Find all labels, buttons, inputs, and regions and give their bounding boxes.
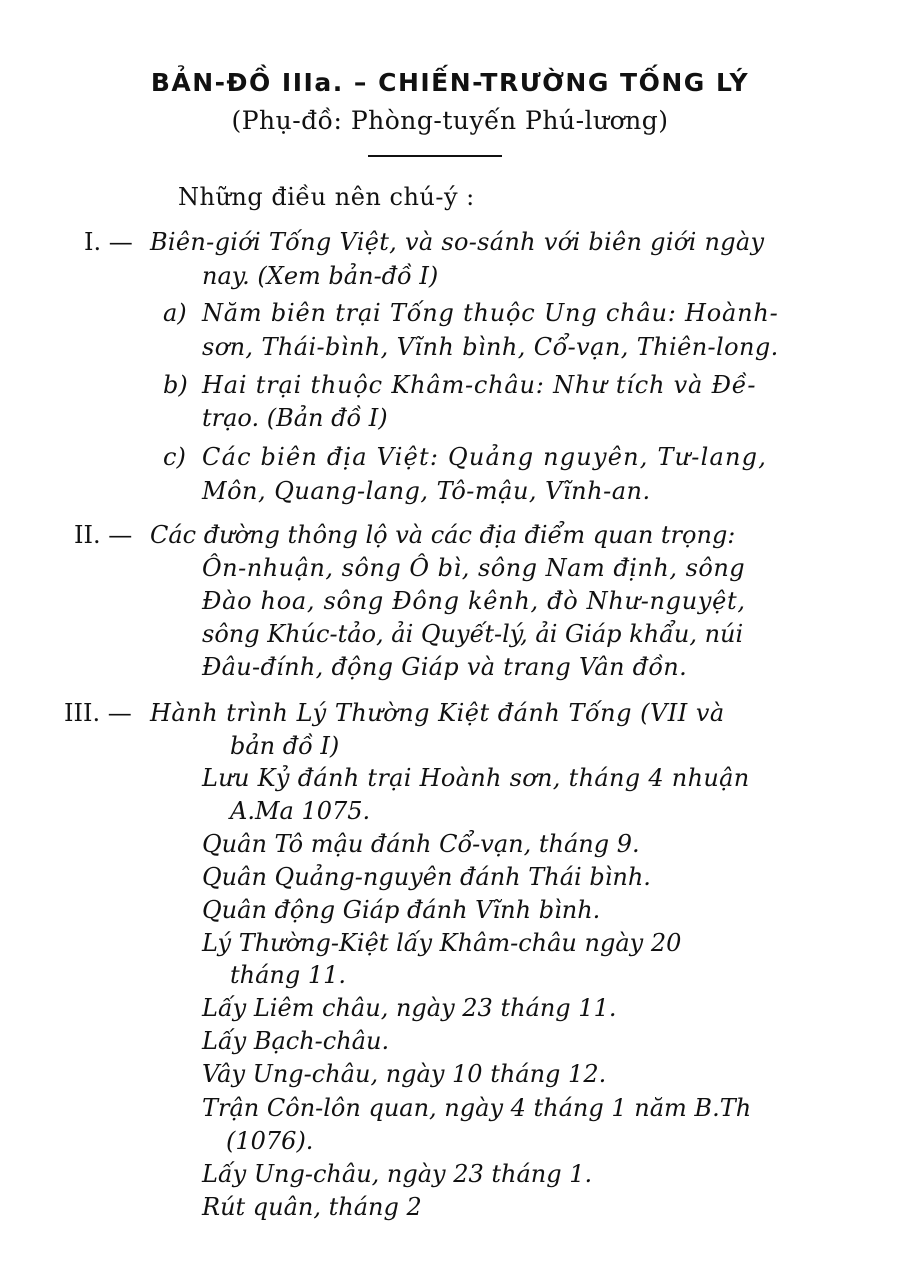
- event-line: Quân động Giáp đánh Vĩnh bình.: [202, 896, 601, 924]
- item-b-line: trạo. (Bản đồ I): [202, 404, 388, 432]
- section-1-line: Biên-giới Tống Việt, và so-sánh với biên giới ngày: [150, 228, 765, 256]
- section-2-line: Đào hoa, sông Đông kênh, đò Như-nguyệt,: [202, 587, 746, 615]
- event-line: Quân Quảng-nguyên đánh Thái bình.: [202, 863, 651, 891]
- event-line: Trận Côn-lôn quan, ngày 4 tháng 1 năm B.Th: [202, 1094, 752, 1122]
- section-3-line: Hành trình Lý Thường Kiệt đánh Tống (VII và: [150, 699, 725, 727]
- event-line: Quân Tô mậu đánh Cổ-vạn, tháng 9.: [202, 830, 640, 858]
- event-line: (1076).: [226, 1127, 314, 1155]
- item-c-label: c): [163, 443, 186, 471]
- item-b-line: Hai trại thuộc Khâm-châu: Như tích và Đề-: [202, 371, 757, 399]
- section-2-line: sông Khúc-tảo, ải Quyết-lý, ải Giáp khẩu, núi: [202, 620, 744, 648]
- section-1-line: nay. (Xem bản-đồ I): [202, 262, 439, 290]
- event-line: Vây Ung-châu, ngày 10 tháng 12.: [202, 1060, 607, 1088]
- section-2-line: Đâu-đính, động Giáp và trang Vân đồn.: [202, 653, 687, 681]
- page-subtitle: (Phụ-đồ: Phòng-tuyến Phú-lương): [231, 106, 669, 135]
- event-line: Lấy Ung-châu, ngày 23 tháng 1.: [202, 1160, 593, 1188]
- item-a-line: Năm biên trại Tống thuộc Ung châu: Hoành-: [202, 299, 779, 327]
- title-divider: [368, 155, 502, 157]
- section-2-line: Ôn-nhuận, sông Ô bì, sông Nam định, sông: [202, 554, 746, 582]
- event-line: Lấy Bạch-châu.: [202, 1027, 390, 1055]
- item-c-line: Các biên địa Việt: Quảng nguyên, Tư-lang,: [202, 443, 768, 471]
- section-2-line: Các đường thông lộ và các địa điểm quan trọng:: [150, 521, 736, 549]
- event-line: Lưu Kỷ đánh trại Hoành sơn, tháng 4 nhuận: [202, 764, 750, 792]
- event-line: tháng 11.: [230, 961, 347, 989]
- section-2-number: II. —: [74, 521, 133, 549]
- section-1-number: I. —: [84, 228, 133, 256]
- event-line: Lý Thường-Kiệt lấy Khâm-châu ngày 20: [202, 929, 682, 957]
- section-3-line: bản đồ I): [230, 732, 340, 760]
- item-a-label: a): [163, 299, 187, 327]
- page-title: BẢN-ĐỒ IIIa. – CHIẾN-TRƯỜNG TỐNG LÝ: [150, 68, 750, 97]
- event-line: Rút quân, tháng 2: [202, 1193, 422, 1221]
- intro-heading: Những điều nên chú-ý :: [178, 183, 475, 211]
- section-3-number: III. —: [64, 699, 132, 727]
- item-c-line: Môn, Quang-lang, Tô-mậu, Vĩnh-an.: [202, 477, 651, 505]
- event-line: Lấy Liêm châu, ngày 23 tháng 11.: [202, 994, 617, 1022]
- event-line: A.Ma 1075.: [230, 797, 371, 825]
- item-b-label: b): [163, 371, 188, 399]
- item-a-line: sơn, Thái-bình, Vĩnh bình, Cổ-vạn, Thiên-long.: [202, 333, 779, 361]
